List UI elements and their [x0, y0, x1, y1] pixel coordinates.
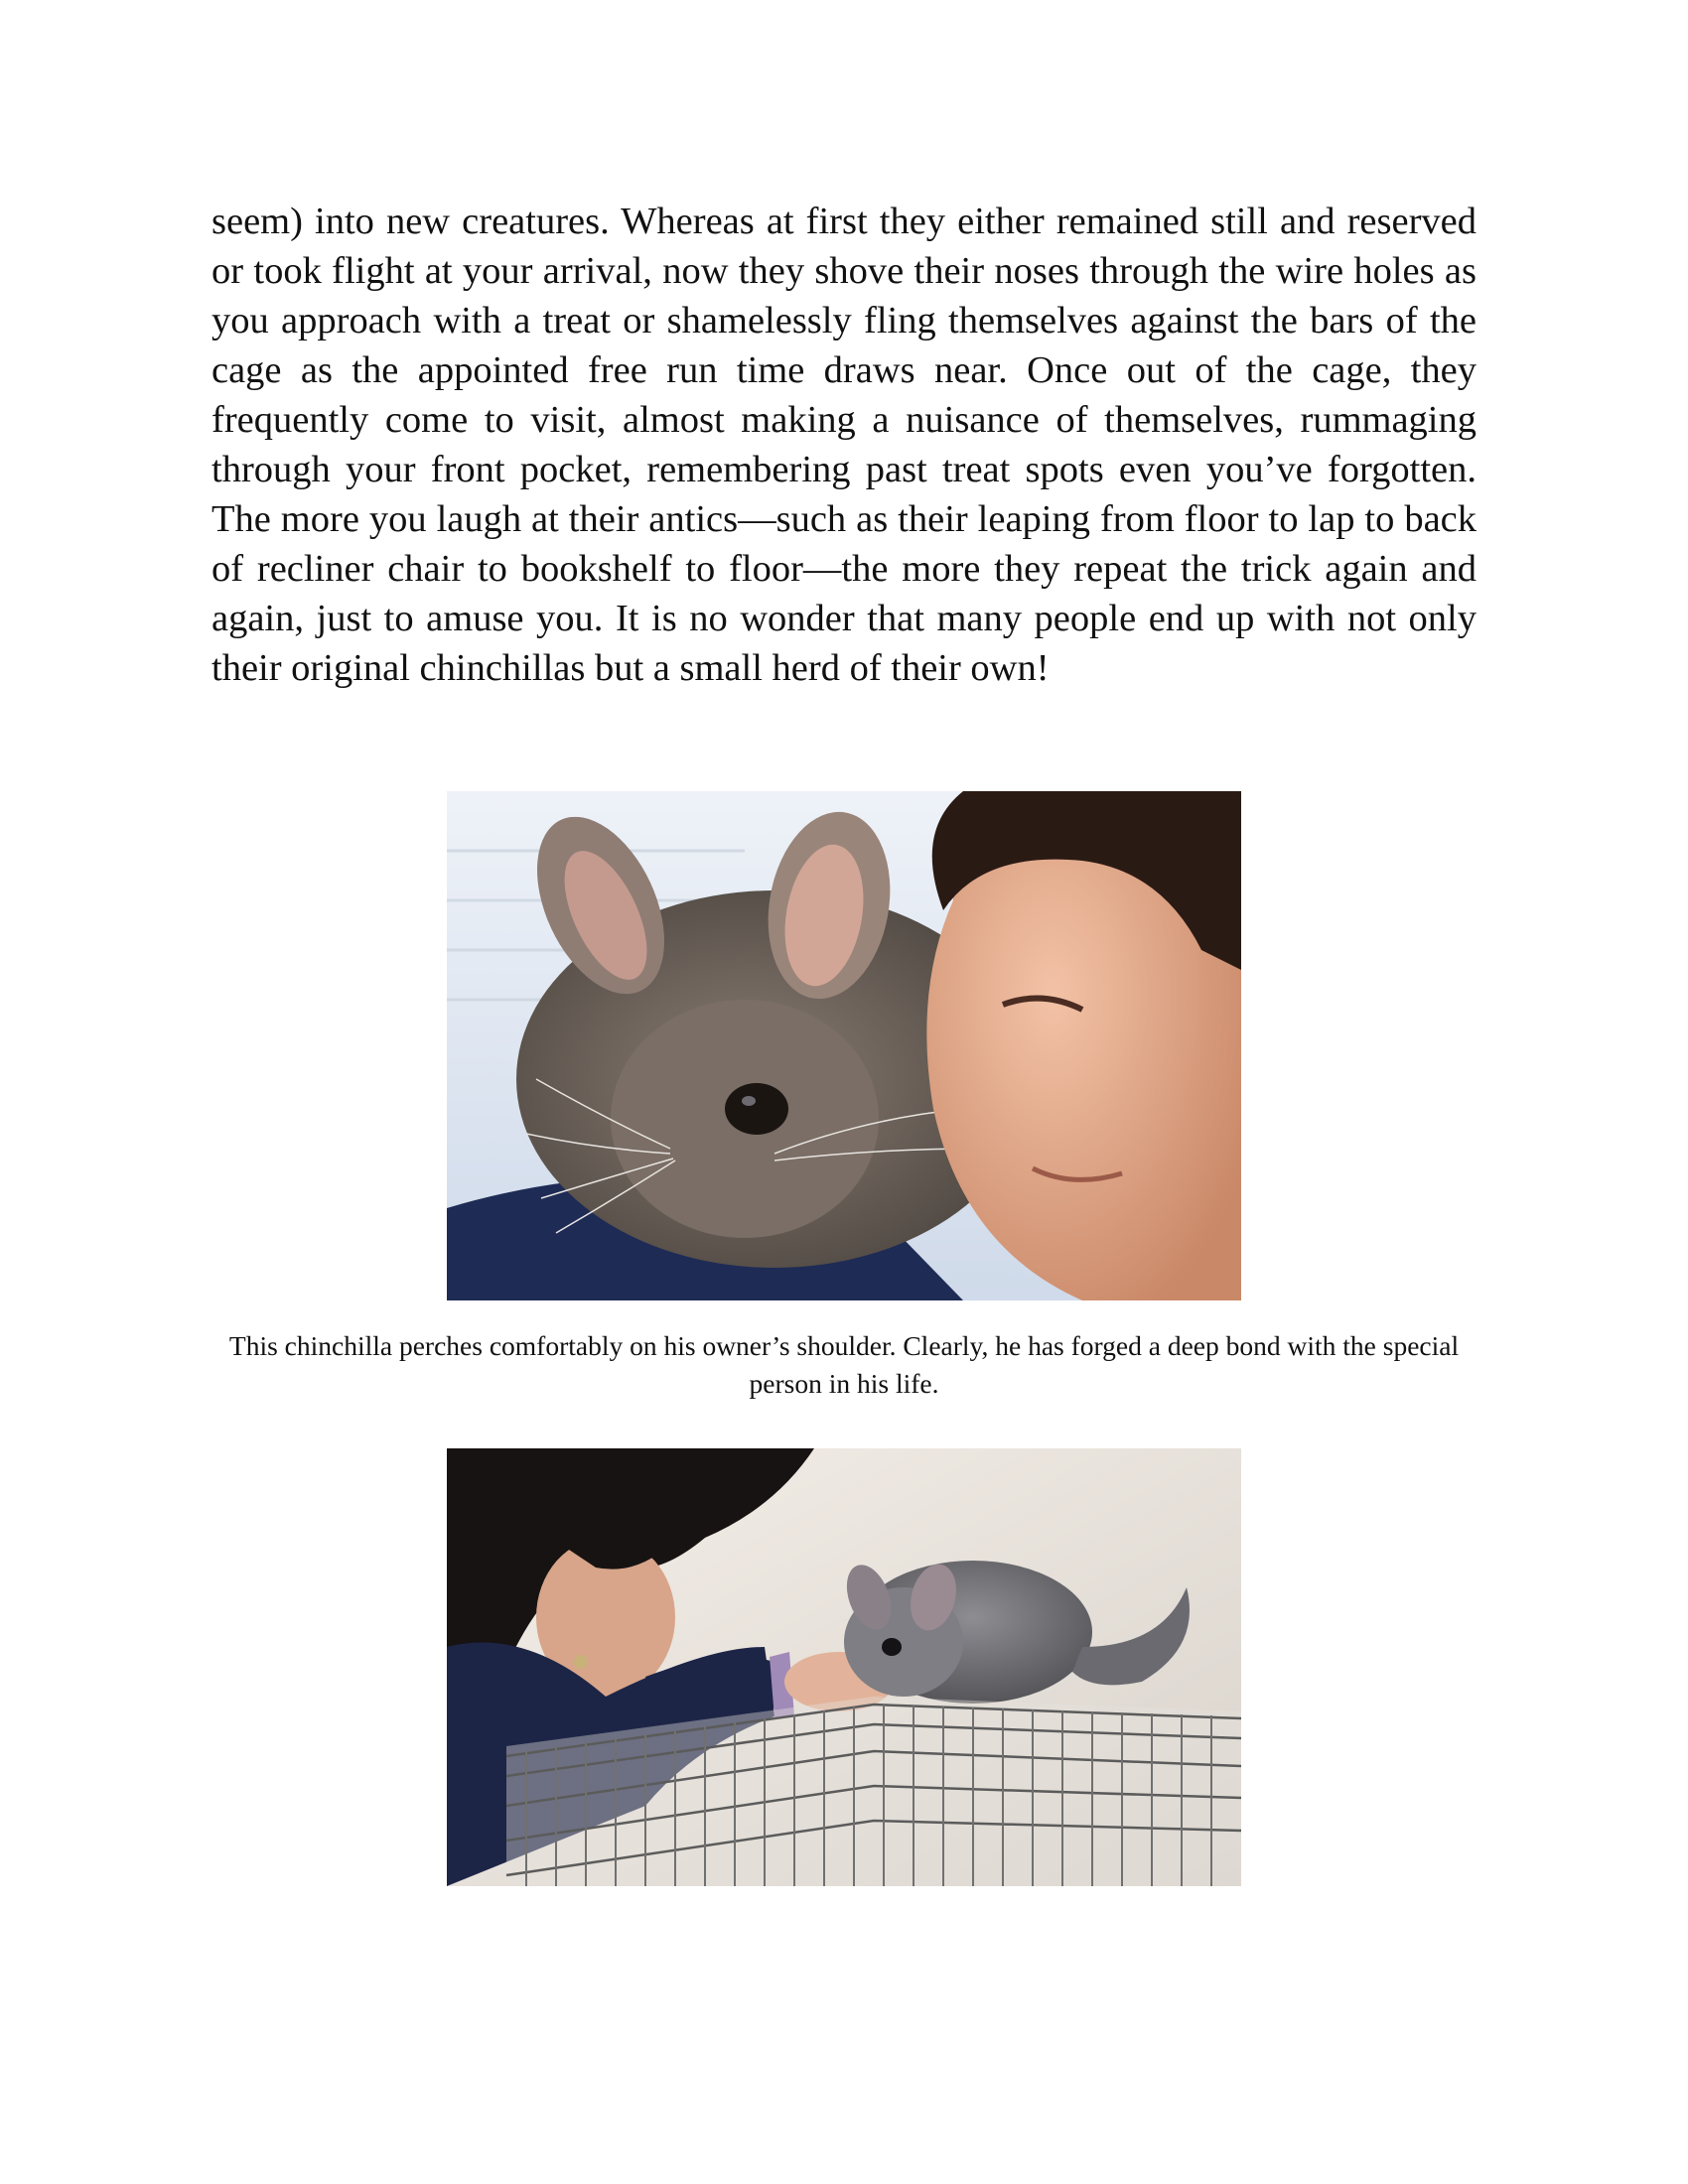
chinchilla-on-shoulder-photo [447, 791, 1241, 1300]
figure-caption: This chinchilla perches comfortably on his owner’s shoulder. Clearly, he has forged a deep bond with the special person in his life. [228, 1330, 1460, 1399]
chinchilla-on-cage-photo [447, 1448, 1241, 1886]
body-paragraph: seem) into new creatures. Whereas at first they either remained still and reserved or took flight at your arrival, now they shove their noses through the wire holes as you approach with a treat or shamelessly fling themselves against the bars of the cage as the appointed free run time draws near. Once out of the cage, they frequently come to visit, almost making a nuisance of themselves, rummaging through your front pocket, remembering past treat spots even you’ve forgotten. The more you laugh at their antics—such as their leaping from floor to lap to back of recliner chair to bookshelf to floor—the more they repeat the trick again and again, just to amuse you. It is no wonder that many people end up with not only their original chinchillas but a small herd of their own! [211, 201, 1477, 689]
